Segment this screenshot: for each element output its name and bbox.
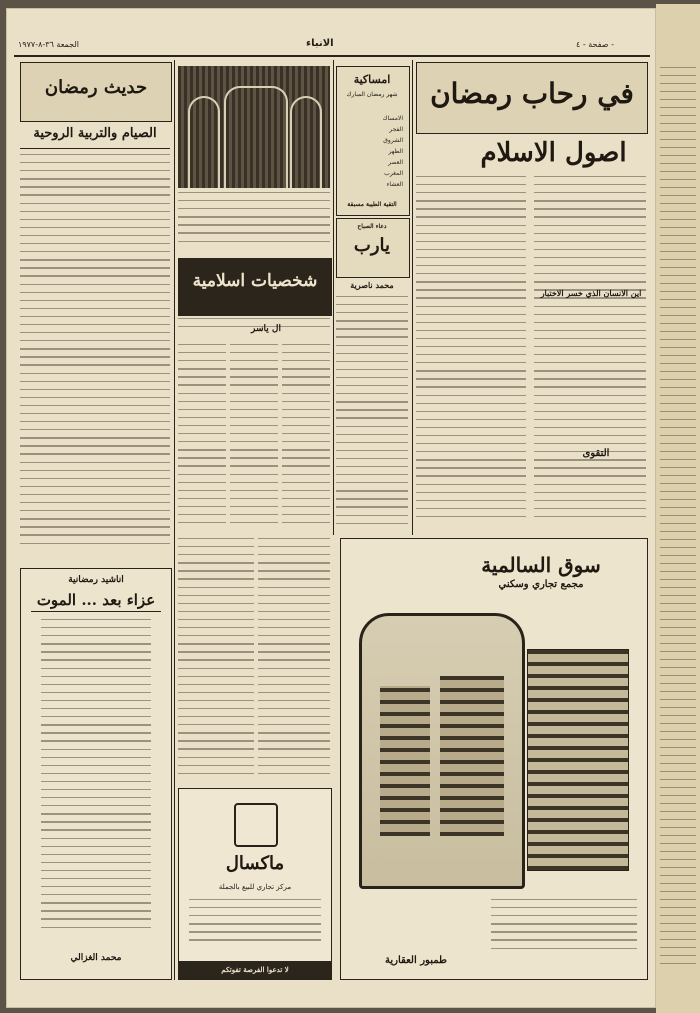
imsakiya-subtitle: شهر رمضان المبارك [346, 91, 398, 98]
maktel-footer: لا تدعوا الفرصة تفوتكم [179, 961, 331, 979]
poem-title: عزاء بعد ... الموت [36, 591, 156, 609]
prayer-box [336, 218, 410, 278]
center-byline: محمد ناصرية [350, 280, 394, 290]
lower-middle-col-1 [178, 538, 254, 783]
newspaper-page [6, 8, 656, 1008]
corner-title: حديث رمضان [44, 77, 148, 98]
prayer-title: يارب [353, 235, 391, 256]
shopping-bag-icon [234, 803, 278, 847]
highlight-question: اين الانسان الذي خسر الاختبار [540, 288, 642, 298]
personalities-banner [178, 258, 332, 316]
imsakiya-caption: التقية الطيبة مسبقة [347, 201, 397, 208]
building-ad-company: طمبور العقارية [385, 955, 447, 966]
section-title: في رحاب رمضان [430, 77, 634, 110]
personalities-subtitle: ال ياسر [251, 324, 281, 334]
maktel-tagline: مركز تجاري للبيع بالجملة [218, 883, 292, 891]
center-article-body-1 [336, 296, 408, 534]
building-ad [340, 538, 648, 980]
building-ad-sub: مجمع تجاري وسكني [498, 579, 584, 590]
lower-middle-col-2 [258, 538, 330, 783]
column-rule [412, 60, 413, 535]
personalities-col-1 [178, 344, 226, 534]
imsakiya-row: العصر [388, 159, 403, 166]
imsakiya-table [343, 113, 403, 190]
corner-banner [20, 62, 172, 122]
building-illustration [359, 613, 525, 889]
personalities-col-3 [282, 344, 330, 534]
section-banner [416, 62, 648, 134]
mosque-photo [178, 66, 330, 188]
building-ad-body [491, 899, 637, 955]
left-title-rule [20, 148, 170, 149]
imsakiya-row: العشاء [386, 181, 403, 188]
imsakiya-row: الظهر [388, 148, 403, 155]
building-illustration-2 [527, 649, 629, 871]
photo-caption [178, 192, 330, 252]
imsakiya-box [336, 66, 410, 216]
poem-author: محمد الغزالي [70, 953, 122, 963]
article-title: اصول الاسلام [480, 138, 627, 168]
column-rule [333, 60, 334, 535]
newspaper-name: الانباء [306, 38, 334, 49]
poem-rule [31, 611, 161, 612]
left-article-title: الصيام والتربية الروحية [33, 126, 157, 141]
imsakiya-title: امساكية [353, 73, 391, 86]
header-rule [14, 55, 650, 57]
personalities-col-2 [230, 344, 278, 534]
poem-header: اناشيد رمضانية [68, 575, 124, 585]
highlight-taqwa: التقوى [582, 448, 610, 459]
right-article-body-2 [534, 176, 646, 526]
building-ad-headline: سوق السالمية [481, 553, 601, 577]
personalities-title: شخصيات اسلامية [192, 271, 318, 291]
poem-verses [41, 619, 151, 939]
left-article-body [20, 154, 170, 554]
imsakiya-row: الشروق [383, 137, 403, 144]
imsakiya-row: الفجر [389, 126, 403, 133]
adjacent-page-edge [656, 4, 700, 1013]
imsakiya-row: المغرب [384, 170, 403, 177]
column-rule [174, 60, 175, 980]
maktel-brand: ماكسال [225, 853, 285, 874]
imsakiya-row: الامساك [382, 115, 403, 122]
poem-box [20, 568, 172, 980]
issue-date: الجمعة ٣٦-٨-١٩٧٧ [18, 40, 79, 49]
maktel-body [189, 899, 321, 953]
right-article-body-1 [416, 176, 526, 526]
maktel-ad [178, 788, 332, 980]
prayer-label: دعاء الصباح [357, 223, 387, 230]
page-number: صفحة - ٤ - [576, 40, 614, 49]
